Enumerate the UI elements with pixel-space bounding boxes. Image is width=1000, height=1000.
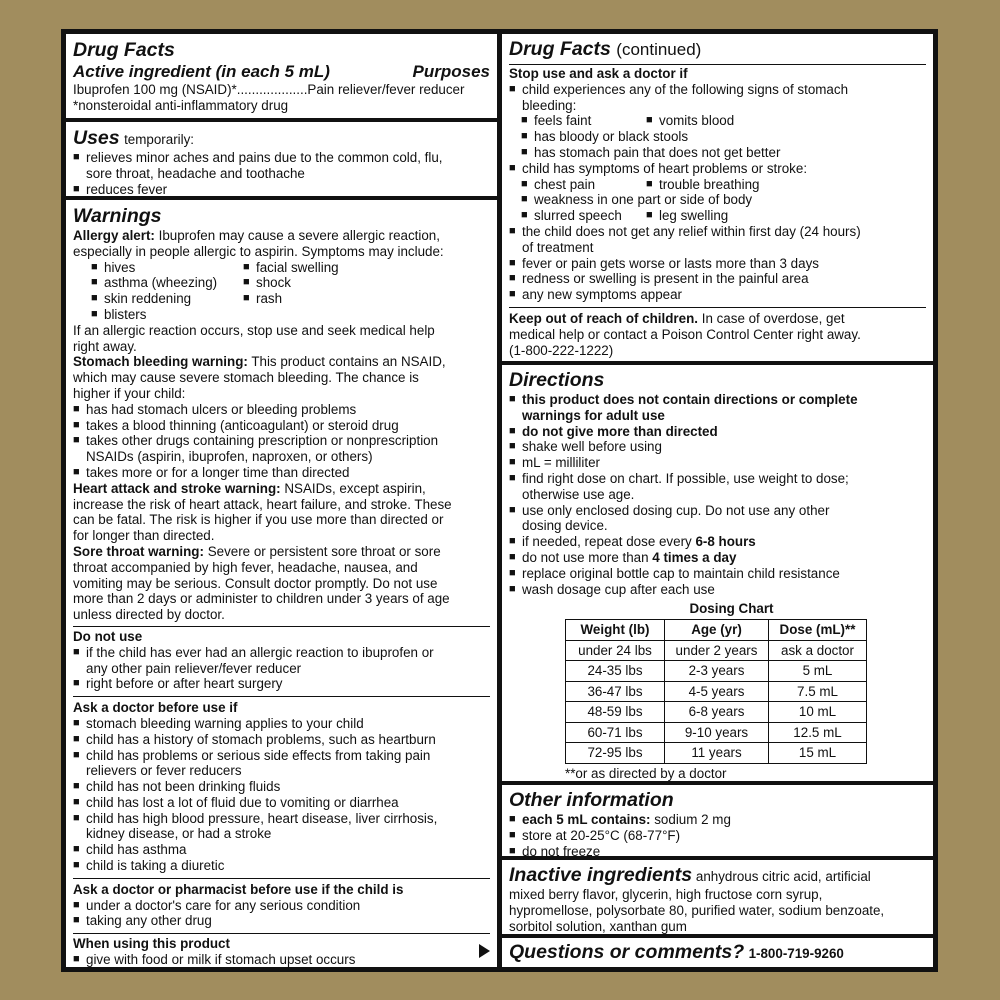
inactive-ingredients-heading: Inactive ingredients bbox=[509, 864, 693, 886]
bullet-icon: ■ bbox=[73, 418, 80, 431]
inactive-ingredients-section: Inactive ingredients anhydrous citric acid, artificial mixed berry flavor, glycerin, high fructose corn syrup, hypromellose, polysorbate 80, purified water, sodium benzoate, sorbitol solution, xanthan gum bbox=[502, 860, 933, 938]
purposes-heading: Purposes bbox=[412, 62, 490, 81]
list-item: ■ redness or swelling is present in the painful area bbox=[509, 271, 809, 287]
continue-arrow-icon bbox=[479, 944, 490, 958]
list-item: ■ find right dose on chart. If possible, use weight to dose; bbox=[509, 470, 849, 486]
uses-section bbox=[66, 122, 497, 200]
table-row: 60-71 lbs 9-10 years 12.5 mL bbox=[566, 722, 867, 743]
list-item: ■ takes a blood thinning (anticoagulant) or steroid drug bbox=[73, 417, 399, 433]
list-item: ■ has had stomach ulcers or bleeding problems bbox=[73, 401, 357, 417]
bullet-icon: ■ bbox=[73, 953, 80, 966]
bullet-icon: ■ bbox=[509, 288, 516, 301]
symptoms-list bbox=[73, 260, 490, 323]
stop-use-heading: Stop use and ask a doctor if bbox=[509, 66, 688, 81]
stomach-warning-label: Stomach bleeding warning: bbox=[73, 354, 248, 370]
drug-facts-title: Drug Facts bbox=[73, 39, 175, 61]
list-item: ■ store at 20-25°C (68-77°F) bbox=[509, 827, 681, 843]
directions-heading: Directions bbox=[509, 369, 605, 391]
symptom: asthma (wheezing) bbox=[104, 275, 218, 291]
symptom: blisters bbox=[104, 306, 147, 322]
uses-intro: temporarily: bbox=[124, 132, 195, 147]
keep-out-section: Keep out of reach of children. In case of overdose, get medical help or contact a Poison Control Center right away. (1-800-222-1222) bbox=[509, 307, 926, 358]
table-row: under 24 lbs under 2 years ask a doctor bbox=[566, 640, 867, 661]
list-item: ■ give with food or milk if stomach upset occurs bbox=[73, 952, 356, 967]
do-not-use-section: Do not use ■ if the child has ever had an allergic reaction to ibuprofen or any other pain reliever/fever reducer ■ right before or after heart surgery bbox=[73, 626, 490, 692]
bullet-icon: ■ bbox=[91, 260, 98, 273]
other-information-section bbox=[502, 785, 933, 860]
list-item: ■ right before or after heart surgery bbox=[73, 676, 283, 692]
bullet-icon: ■ bbox=[509, 550, 516, 563]
list-item: ■ child has a history of stomach problems, such as heartburn bbox=[73, 731, 436, 747]
list-item: ■ do not freeze bbox=[509, 843, 601, 859]
keep-out-label: Keep out of reach of children. bbox=[509, 310, 698, 326]
bullet-icon: ■ bbox=[73, 843, 80, 856]
list-item: ■ reduces fever bbox=[73, 181, 168, 197]
bullet-icon: ■ bbox=[91, 292, 98, 305]
stop-use-section: Drug Facts (continued) Stop use and ask a doctor if ■ child experiences any of the following signs of stomach bleeding: ■ feels faint ■ vomits blood ■ has bloody or black stools ■ has stomach pain that does not get better ■ child has symptoms of heart problems or stroke: ■ chest pain ■ trouble breathing ■ weakness in one part or side of body ■ slurred speech ■ leg swelling ■ the child does not get any relief within first day (24 hours) of treatment ■ fever or pain gets worse or lasts more than 3 days ■ redness or swelling is present in the painful area ■ any new symptoms appear Keep out of reach of children. In case of overdose, get medical help or contact a Poison Control Center right away. (1-800-222-1222) bbox=[502, 34, 933, 365]
ask-pharmacist-heading: Ask a doctor or pharmacist before use if the child is bbox=[73, 881, 404, 897]
bullet-icon: ■ bbox=[521, 193, 528, 206]
warnings-section: Warnings Allergy alert: Ibuprofen may cause a severe allergic reaction, especially in people allergic to aspirin. Symptoms may include: ■ hives ■ facial swelling ■ asthma (wheezing) ■ shock ■ skin reddening ■ rash ■ blisters If an allergic reaction occurs, stop use and seek medical help right away. Stomach bleeding warning: This product contains an NSAID, which may cause severe stomach bleeding. The chance is higher if your child: ■ has had stomach ulcers or bleeding problems ■ takes a blood thinning (anticoagulant) or steroid drug ■ takes other drugs containing prescription or nonprescription NSAIDs (aspirin, ibuprofen, naproxen, or others) ■ takes more or for a longer time than directed Heart attack and stroke warning: NSAIDs, except aspirin, increase the risk of heart attack, heart failure, and stroke. These can be fatal. The risk is higher if you use more than directed or for longer than directed. Sore throat warning: Severe or persistent sore throat or sore throat accompanied by high fever, headache, nausea, and vomiting may be serious. Consult doctor promptly. Do not use more than 2 days or administer to children under 3 years of age unless directed by doctor. Do not use ■ if the child has ever had an allergic reaction to ibuprofen or any other pain reliever/fever reducer ■ right before or after heart surgery Ask a doctor before use if ■ stomach bleeding warning applies to your child ■ child has a history of stomach problems, such as heartburn ■ child has problems or serious side effects from taking pain relievers or fever reducers ■ child has not been drinking fluids ■ child has lost a lot of fluid due to vomiting or diarrhea ■ child has high blood pressure, heart disease, liver cirrhosis, kidney disease, or had a stroke ■ child has asthma ■ child is taking a diuretic Ask a doctor or pharmacist before use if the child is ■ under a doctor's care for any serious condition ■ taking any other drug When using this product ■ give with food or milk if stomach upset occurs bbox=[66, 200, 497, 967]
active-ingredient-line: Ibuprofen 100 mg (NSAID)*...................Pain reliever/fever reducer bbox=[73, 82, 465, 97]
drug-facts-continued-title: Drug Facts (continued) bbox=[509, 38, 702, 60]
symptom: skin reddening bbox=[104, 291, 192, 307]
list-item: ■ child is taking a diuretic bbox=[73, 858, 225, 874]
list-item: ■ do not use more than 4 times a day bbox=[509, 549, 737, 565]
other-information-heading: Other information bbox=[509, 789, 674, 811]
when-using-section bbox=[73, 933, 490, 967]
bullet-icon: ■ bbox=[509, 440, 516, 453]
bullet-icon: ■ bbox=[509, 424, 516, 437]
bullet-icon: ■ bbox=[243, 260, 250, 273]
ask-doctor-heading: Ask a doctor before use if bbox=[73, 700, 238, 716]
table-row: 36-47 lbs 4-5 years 7.5 mL bbox=[566, 681, 867, 702]
bullet-icon: ■ bbox=[73, 914, 80, 927]
active-ingredient-note: *nonsteroidal anti-inflammatory drug bbox=[73, 97, 289, 113]
list-item: ■ child has lost a lot of fluid due to vomiting or diarrhea bbox=[73, 794, 399, 810]
bullet-icon: ■ bbox=[73, 795, 80, 808]
bullet-icon: ■ bbox=[509, 828, 516, 841]
symptom: shock bbox=[256, 275, 291, 291]
bullet-icon: ■ bbox=[509, 272, 516, 285]
list-item: ■ child has problems or serious side effects from taking pain bbox=[73, 747, 431, 763]
bullet-icon: ■ bbox=[509, 256, 516, 269]
bullet-icon: ■ bbox=[73, 182, 80, 195]
right-column bbox=[502, 34, 933, 967]
list-item: ■ shake well before using bbox=[509, 439, 662, 455]
list-item: ■ child has high blood pressure, heart disease, liver cirrhosis, bbox=[73, 810, 438, 826]
symptom: facial swelling bbox=[256, 259, 339, 275]
bullet-icon: ■ bbox=[73, 151, 80, 163]
dosing-chart-title: Dosing Chart bbox=[689, 601, 774, 617]
bullet-icon: ■ bbox=[509, 582, 516, 595]
bullet-icon: ■ bbox=[243, 276, 250, 289]
table-row: 48-59 lbs 6-8 years 10 mL bbox=[566, 702, 867, 723]
table-row: 72-95 lbs 11 years 15 mL bbox=[566, 743, 867, 764]
list-item: ■ replace original bottle cap to maintain child resistance bbox=[509, 565, 840, 581]
list-item: ■ this product does not contain directions or complete bbox=[509, 392, 858, 407]
list-item: ■ each 5 mL contains: sodium 2 mg bbox=[509, 812, 731, 827]
left-column bbox=[66, 34, 497, 967]
bullet-icon: ■ bbox=[646, 209, 653, 222]
bullet-icon: ■ bbox=[73, 677, 80, 690]
sore-throat-warning-label: Sore throat warning: bbox=[73, 543, 204, 559]
heart-warning-label: Heart attack and stroke warning: bbox=[73, 480, 281, 496]
list-item: ■ any new symptoms appear bbox=[509, 287, 683, 303]
bullet-icon: ■ bbox=[73, 402, 80, 415]
warnings-heading: Warnings bbox=[73, 205, 162, 227]
list-item: ■ child has not been drinking fluids bbox=[73, 779, 281, 795]
bullet-icon: ■ bbox=[521, 130, 528, 143]
bullet-icon: ■ bbox=[73, 780, 80, 793]
do-not-use-heading: Do not use bbox=[73, 628, 143, 644]
bullet-icon: ■ bbox=[91, 276, 98, 289]
list-item: ■ takes other drugs containing prescription or nonprescription bbox=[73, 433, 439, 449]
list-item: ■ stomach bleeding warning applies to your child bbox=[73, 715, 364, 731]
bullet-icon: ■ bbox=[521, 145, 528, 158]
bullet-icon: ■ bbox=[509, 161, 516, 174]
active-ingredient-section bbox=[66, 34, 497, 122]
list-item: ■ use only enclosed dosing cup. Do not use any other bbox=[509, 502, 830, 518]
bullet-icon: ■ bbox=[509, 471, 516, 484]
bullet-icon: ■ bbox=[521, 114, 528, 127]
directions-section: Directions ■ this product does not contain directions or complete warnings for adult use ■ do not give more than directed ■ shake well before using ■ mL = milliliter ■ find right dose on chart. If possible, use weight to dose; otherwise use age. ■ use only enclosed dosing cup. Do not use any other dosing device. ■ if needed, repeat dose every 6-8 hours ■ do not use more than 4 times a day ■ replace original bottle cap to maintain child resistance ■ wash dosage cup after each use Dosing Chart Weight (lb) Age (yr) Dose (mL)** under 24 lbs under 2 years ask a doctor 24-35 lbs 2-3 years 5 mL 36-47 lbs 4-5 years 7.5 mL 48-59 lbs 6-8 years 10 mL 60-71 lbs 9-10 years 12.5 mL 72-95 lbs 11 years 15 mL **or as directed by a doctor bbox=[502, 365, 933, 785]
dosing-chart-table bbox=[565, 619, 867, 764]
active-ingredient-header bbox=[73, 62, 490, 82]
list-item: ■ if needed, repeat dose every 6-8 hours bbox=[509, 534, 756, 550]
bullet-icon: ■ bbox=[509, 503, 516, 516]
bullet-icon: ■ bbox=[646, 114, 653, 127]
list-item: ■ do not give more than directed bbox=[509, 423, 718, 439]
bullet-icon: ■ bbox=[509, 813, 516, 825]
list-item: ■ child experiences any of the following signs of stomach bbox=[509, 81, 849, 97]
bullet-icon: ■ bbox=[73, 859, 80, 872]
list-item: ■ taking any other drug bbox=[73, 913, 212, 929]
table-row: 24-35 lbs 2-3 years 5 mL bbox=[566, 661, 867, 682]
list-item: ■ under a doctor's care for any serious condition bbox=[73, 897, 361, 913]
list-item: ■ fever or pain gets worse or lasts more than 3 days bbox=[509, 255, 819, 271]
bullet-icon: ■ bbox=[521, 177, 528, 190]
bullet-icon: ■ bbox=[509, 393, 516, 405]
bullet-icon: ■ bbox=[646, 177, 653, 190]
bullet-icon: ■ bbox=[509, 844, 516, 857]
bullet-icon: ■ bbox=[73, 811, 80, 824]
list-item: ■ child has symptoms of heart problems or stroke: bbox=[509, 160, 808, 176]
bullet-icon: ■ bbox=[509, 535, 516, 548]
bullet-icon: ■ bbox=[509, 456, 516, 469]
list-item: sore throat, headache and toothache bbox=[86, 165, 305, 181]
bullet-icon: ■ bbox=[73, 465, 80, 478]
bullet-icon: ■ bbox=[509, 566, 516, 579]
ask-pharmacist-section bbox=[73, 878, 490, 929]
list-item: ■ mL = milliliter bbox=[509, 455, 600, 471]
list-item: ■ relieves minor aches and pains due to the common cold, flu, bbox=[73, 150, 443, 165]
when-using-heading: When using this product bbox=[73, 936, 230, 952]
symptom: rash bbox=[256, 291, 283, 307]
bullet-icon: ■ bbox=[243, 292, 250, 305]
bullet-icon: ■ bbox=[73, 434, 80, 447]
bullet-icon: ■ bbox=[73, 645, 80, 658]
list-item: ■ the child does not get any relief within first day (24 hours) bbox=[509, 223, 861, 239]
bullet-icon: ■ bbox=[73, 716, 80, 729]
allergy-alert-label: Allergy alert: bbox=[73, 228, 155, 243]
list-item: ■ child has asthma bbox=[73, 842, 187, 858]
ask-doctor-section: Ask a doctor before use if ■ stomach bleeding warning applies to your child ■ child has a history of stomach problems, such as heartburn ■ child has problems or serious side effects from taking pain relievers or fever reducers ■ child has not been drinking fluids ■ child has lost a lot of fluid due to vomiting or diarrhea ■ child has high blood pressure, heart disease, liver cirrhosis, kidney disease, or had a stroke ■ child has asthma ■ child is taking a diuretic bbox=[73, 696, 490, 874]
bullet-icon: ■ bbox=[509, 224, 516, 237]
list-item: ■ wash dosage cup after each use bbox=[509, 581, 715, 597]
dosing-chart-note: **or as directed by a doctor bbox=[565, 765, 727, 781]
bullet-icon: ■ bbox=[91, 307, 98, 320]
questions-section bbox=[502, 938, 933, 964]
bullet-icon: ■ bbox=[73, 732, 80, 745]
symptom: hives bbox=[104, 259, 136, 275]
bullet-icon: ■ bbox=[521, 209, 528, 222]
poison-control-phone: (1-800-222-1222) bbox=[509, 342, 614, 358]
bullet-icon: ■ bbox=[509, 82, 516, 95]
active-ingredient-heading: Active ingredient (in each 5 mL) bbox=[73, 62, 330, 81]
list-item: ■ if the child has ever had an allergic reaction to ibuprofen or bbox=[73, 644, 434, 660]
questions-heading: Questions or comments? bbox=[509, 941, 745, 963]
list-item: ■ takes more or for a longer time than directed bbox=[73, 464, 350, 480]
table-header-row: Weight (lb) Age (yr) Dose (mL)** bbox=[566, 620, 867, 641]
questions-phone: 1-800-719-9260 bbox=[748, 946, 844, 961]
bullet-icon: ■ bbox=[73, 898, 80, 911]
uses-heading: Uses bbox=[73, 127, 120, 149]
bullet-icon: ■ bbox=[73, 748, 80, 761]
